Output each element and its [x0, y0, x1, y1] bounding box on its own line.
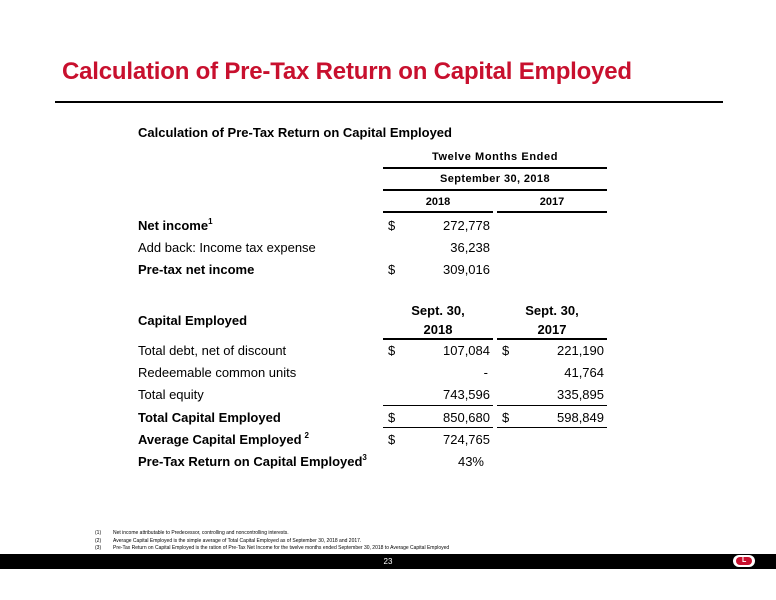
slide-title: Calculation of Pre-Tax Return on Capital Employed	[62, 58, 632, 85]
company-logo-icon: L	[733, 555, 755, 567]
value-2018: 107,084	[443, 343, 490, 358]
row-label: Total debt, net of discount	[138, 343, 287, 358]
dollar-sign: $	[388, 343, 396, 358]
dollar-sign: $	[502, 410, 510, 425]
subtotal-rule-2018	[383, 405, 493, 406]
value-2017: 41,764	[564, 365, 604, 380]
row-label: Pre-tax net income	[138, 262, 255, 277]
value-2018: 724,765	[443, 432, 490, 447]
footnote-3: (3) Pre-Tax Return on Capital Employed is the ration of Pre-Tax Net Income for the twelve months ended September 30, 2018 to Average Capital Employed	[95, 545, 450, 551]
period-rule-1	[383, 167, 607, 169]
capital-employed-heading: Capital Employed	[138, 313, 248, 328]
row-label: Total Capital Employed	[138, 410, 281, 425]
footnote-marker: 1	[208, 217, 213, 226]
column-rule-2018	[383, 211, 493, 213]
capital-rule-2018	[383, 338, 493, 340]
subtotal-rule-2017	[497, 405, 607, 406]
dollar-sign: $	[388, 410, 396, 425]
total-rule-2017	[497, 427, 607, 428]
row-label: Average Capital Employed $^2$	[138, 431, 309, 447]
capital-header-2017-line2: 2017	[537, 322, 567, 337]
value-2018: -	[483, 365, 488, 380]
value-2018: 850,680	[443, 410, 490, 425]
footnote-marker: 3	[362, 453, 367, 462]
period-header-line2: September 30, 2018	[440, 173, 550, 185]
table-title: Calculation of Pre-Tax Return on Capital Employed	[138, 125, 452, 140]
row-label: Add back: Income tax expense	[138, 240, 316, 255]
page-number: 23	[383, 557, 393, 566]
column-rule-2017	[497, 211, 607, 213]
dollar-sign: $	[388, 218, 396, 233]
row-label: Redeemable common units	[138, 365, 297, 380]
dollar-sign: $	[502, 343, 510, 358]
capital-header-2018-line2: 2018	[423, 322, 453, 337]
value-2017: 335,895	[557, 387, 604, 402]
footnote-1: (1) Net income attributable to Predecessor, controlling and noncontrolling interests.	[95, 530, 289, 536]
value-2017: 598,849	[557, 410, 604, 425]
value-2018: 43%	[457, 454, 484, 469]
footnotes	[95, 530, 449, 553]
row-label: Net income$^1$	[138, 217, 213, 233]
column-header-2018: 2018	[425, 196, 451, 208]
value-2018: 36,238	[450, 240, 490, 255]
footer-bar	[0, 554, 776, 569]
value-2018: 309,016	[443, 262, 490, 277]
title-divider	[55, 101, 723, 103]
value-2017: 221,190	[557, 343, 604, 358]
period-rule-2	[383, 189, 607, 191]
footnote-marker: 2	[304, 431, 309, 440]
period-header-line1: Twelve Months Ended	[431, 151, 559, 163]
capital-header-2017-line1: Sept. 30,	[525, 303, 579, 318]
total-rule-2018	[383, 427, 493, 428]
value-2018: 272,778	[443, 218, 490, 233]
dollar-sign: $	[388, 432, 396, 447]
dollar-sign: $	[388, 262, 396, 277]
capital-header-2018-line1: Sept. 30,	[411, 303, 465, 318]
column-header-2017: 2017	[539, 196, 565, 208]
capital-rule-2017	[497, 338, 607, 340]
row-label: Pre-Tax Return on Capital Employed$^3$	[138, 453, 367, 469]
value-2018: 743,596	[443, 387, 490, 402]
footnote-2: (2) Average Capital Employed is the simple average of Total Capital Employed as of September 30, 2018 and 2017.	[95, 537, 362, 544]
row-label: Total equity	[138, 387, 204, 402]
